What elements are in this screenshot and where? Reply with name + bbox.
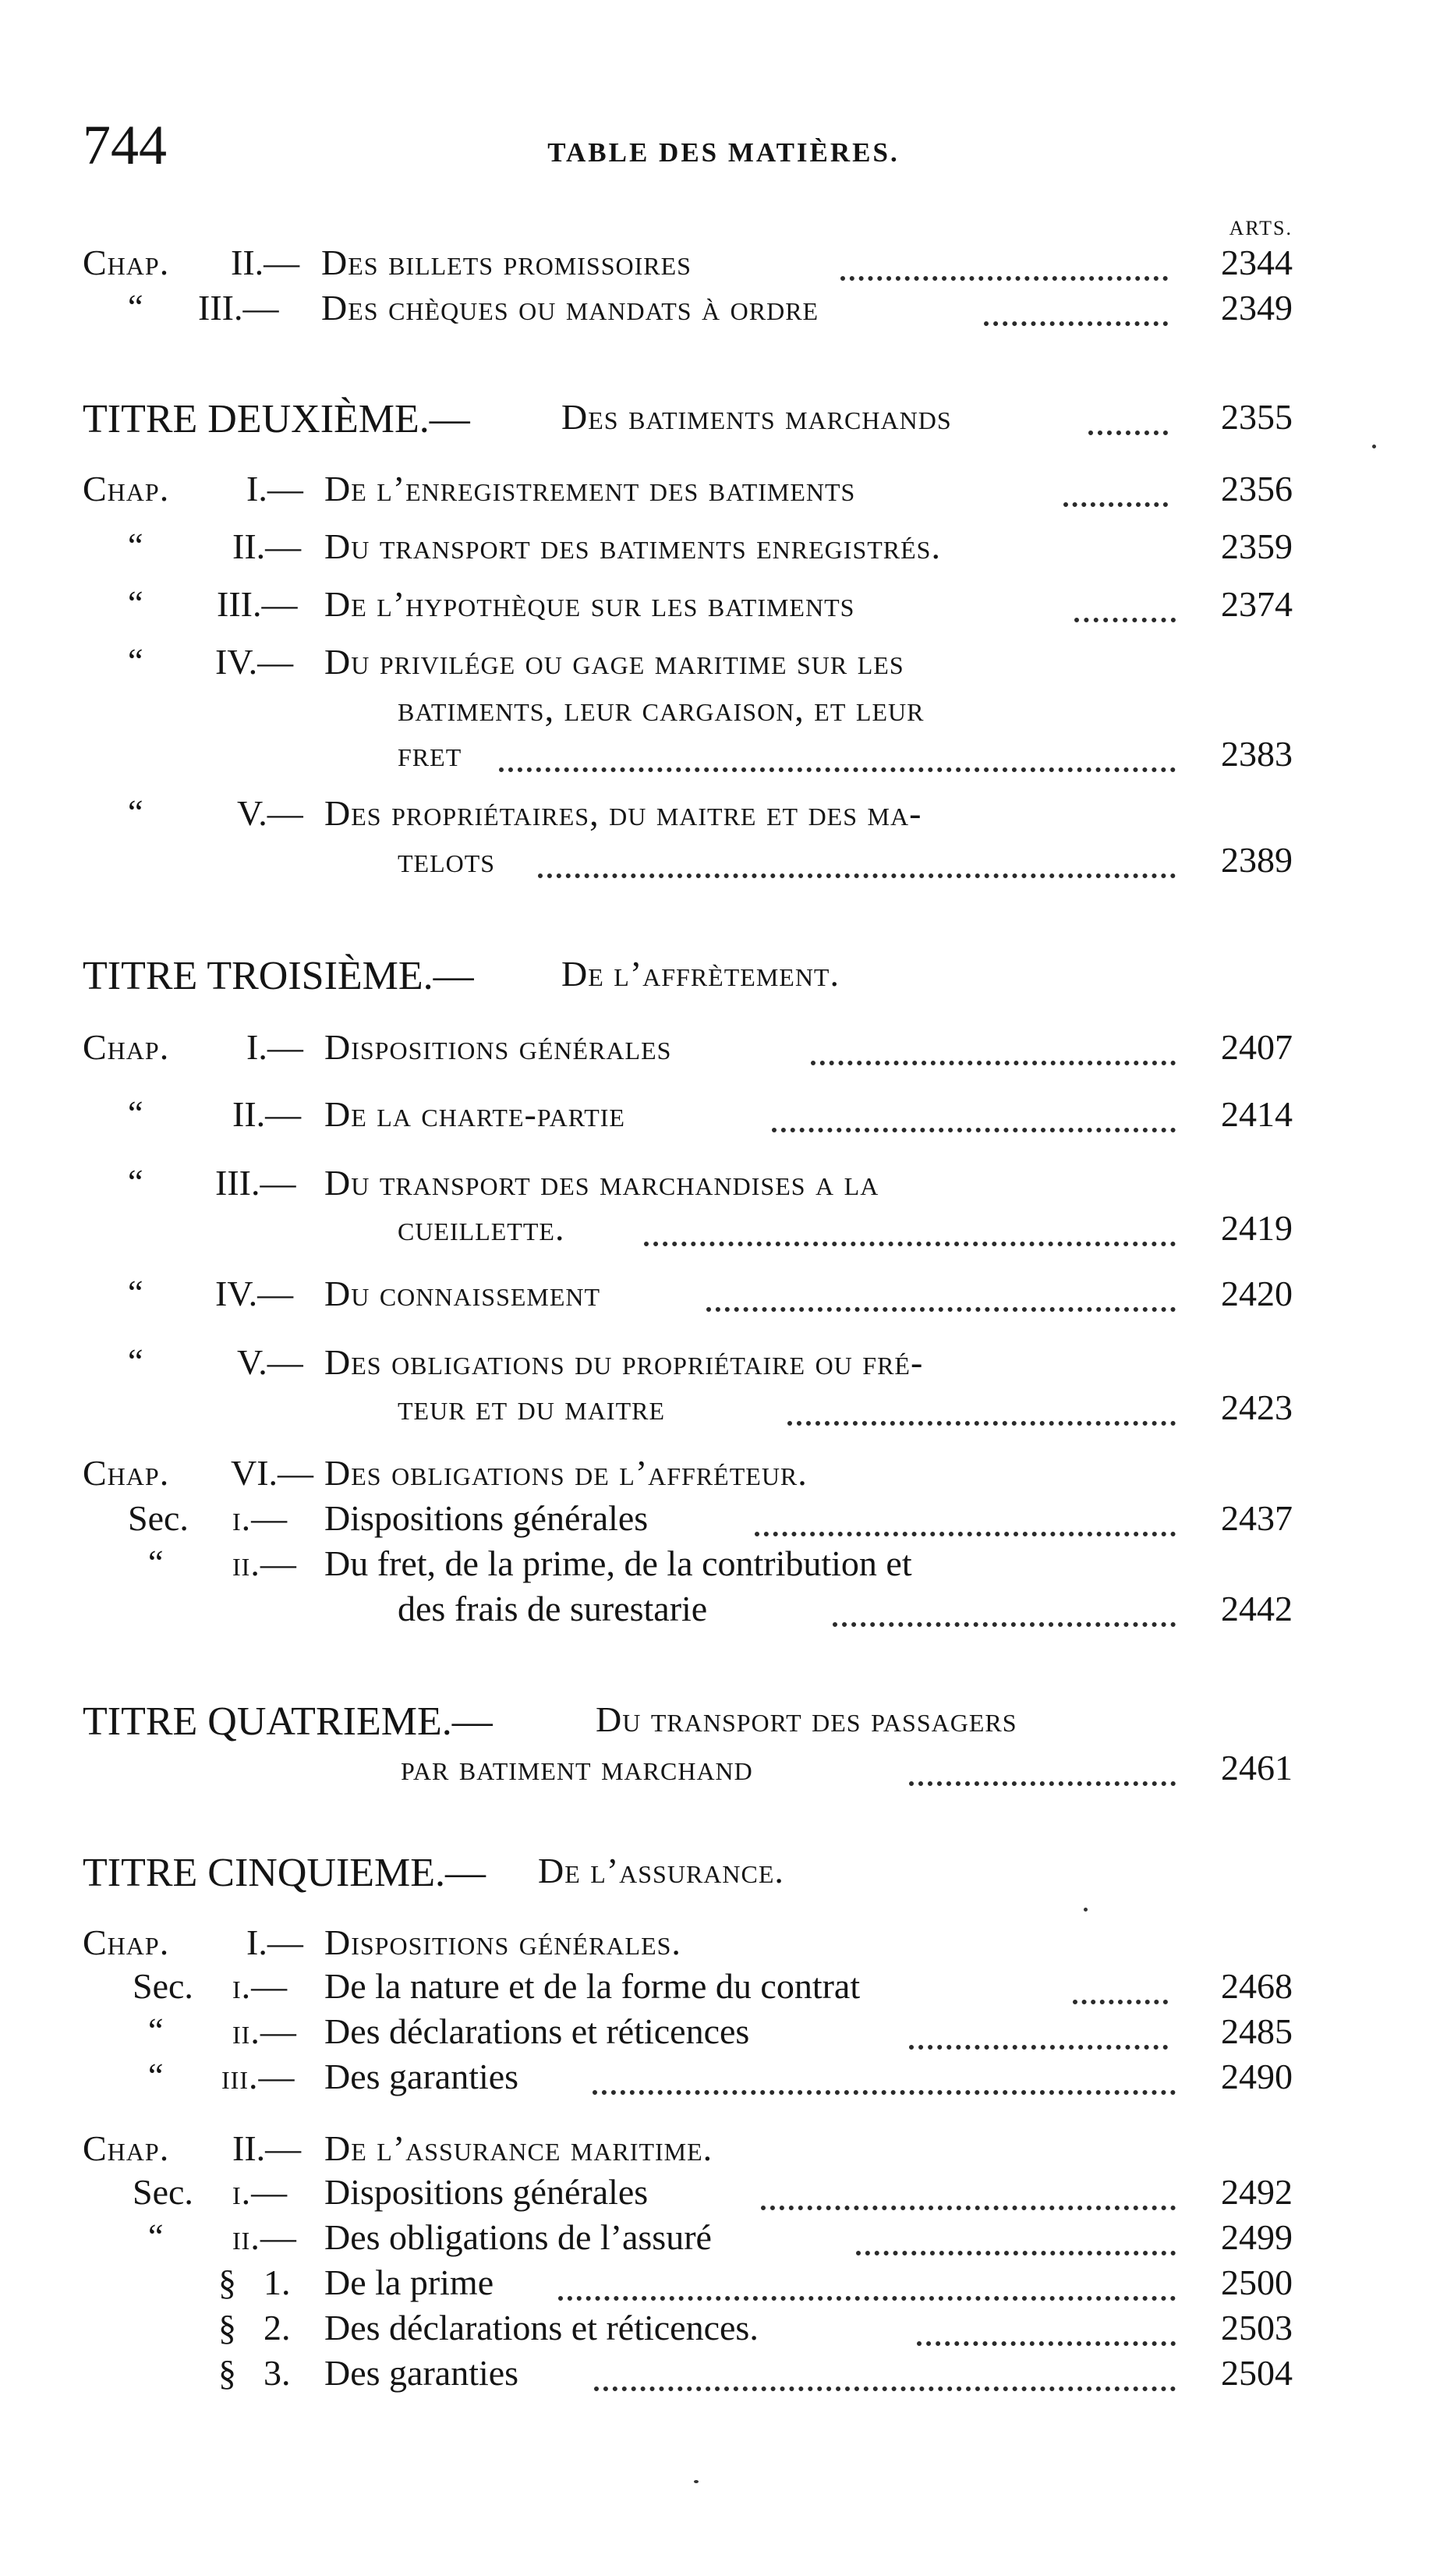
dot-leader — [761, 2206, 1176, 2210]
toc-entry-continuation — [0, 1747, 1447, 1797]
toc-entry — [0, 1497, 1447, 1547]
entry-article: 2374 — [1221, 584, 1293, 624]
entry-label: “ — [128, 1342, 143, 1380]
entry-title: Des batiments marchands — [561, 397, 952, 437]
entry-title: Des obligations de l’affréteur. — [324, 1453, 808, 1493]
entry-number: IV.— — [215, 1274, 294, 1313]
entry-article: 2492 — [1221, 2172, 1293, 2212]
dot-leader — [833, 1622, 1176, 1627]
entry-number: II.— — [231, 243, 300, 282]
entry-number: III.— — [198, 288, 279, 328]
dot-leader — [644, 1242, 1176, 1246]
toc-entry — [0, 641, 1447, 691]
entry-label: “ — [148, 1543, 164, 1582]
entry-title: fret — [398, 734, 462, 774]
titre-heading — [0, 1850, 1447, 1900]
entry-number: i.— — [232, 1498, 288, 1538]
articles-column-label: ARTS. — [1229, 217, 1293, 239]
dot-leader — [856, 2251, 1176, 2255]
entry-title: Des obligations du propriétaire ou fré- — [324, 1342, 924, 1382]
entry-title: Dispositions générales — [324, 2172, 649, 2212]
entry-label: § — [218, 2262, 236, 2302]
entry-article: 2344 — [1221, 243, 1293, 282]
dot-leader — [811, 1061, 1176, 1065]
toc-entry-continuation — [0, 688, 1447, 738]
entry-article: 2407 — [1221, 1027, 1293, 1067]
toc-entry — [0, 2056, 1447, 2106]
titre-heading — [0, 953, 1447, 1003]
entry-number: I.— — [246, 469, 303, 508]
entry-article: 2503 — [1221, 2308, 1293, 2347]
entry-title: De la prime — [324, 2262, 494, 2302]
toc-entry — [0, 1543, 1447, 1593]
entry-title: teur et du maitre — [398, 1387, 666, 1427]
entry-title: De l’assurance. — [538, 1851, 784, 1890]
entry-number: VI.— — [231, 1453, 314, 1493]
entry-article: 2420 — [1221, 1274, 1293, 1313]
entry-title: cueillette. — [398, 1208, 565, 1248]
toc-entry — [0, 583, 1447, 633]
entry-label: “ — [148, 2011, 164, 2050]
entry-title: par batiment marchand — [401, 1748, 753, 1788]
entry-article: 2461 — [1221, 1748, 1293, 1788]
entry-number: V.— — [237, 793, 303, 833]
entry-article: 2490 — [1221, 2057, 1293, 2096]
entry-number: ii.— — [232, 2011, 297, 2051]
entry-title: De la nature et de la forme du contrat — [324, 1966, 861, 2006]
scan-speck — [1084, 1908, 1088, 1912]
toc-entry — [0, 526, 1447, 576]
entry-title: De l’hypothèque sur les batiments — [324, 584, 855, 624]
entry-title: Des chèques ou mandats à ordre — [321, 288, 819, 328]
toc-entry — [0, 1273, 1447, 1323]
entry-number: V.— — [237, 1342, 303, 1382]
toc-entry — [0, 1093, 1447, 1143]
entry-label: § — [218, 2353, 236, 2393]
titre-heading — [0, 1699, 1447, 1749]
entry-label: Sec. — [133, 1966, 193, 2006]
entry-label: “ — [148, 2217, 164, 2255]
entry-number: 2. — [264, 2308, 291, 2347]
dot-leader — [706, 1307, 1176, 1312]
dot-leader — [1088, 431, 1168, 435]
scan-speck — [1372, 445, 1376, 448]
entry-article: 2389 — [1221, 840, 1293, 880]
toc-entry — [0, 287, 1447, 337]
entry-article: 2437 — [1221, 1498, 1293, 1538]
entry-title: Des garanties — [324, 2057, 519, 2096]
toc-entry — [0, 792, 1447, 842]
titre-heading — [0, 396, 1447, 446]
toc-entry — [0, 2262, 1447, 2312]
entry-title: des frais de surestarie — [398, 1589, 708, 1628]
scan-speck — [694, 2480, 699, 2483]
entry-number: ii.— — [232, 1543, 297, 1583]
entry-label: Chap. — [83, 1922, 170, 1962]
dot-leader — [593, 2090, 1176, 2095]
entry-number: ii.— — [232, 2217, 297, 2257]
toc-entry — [0, 1922, 1447, 1972]
toc-entry — [0, 1452, 1447, 1502]
entry-title: De l’assurance maritime. — [324, 2128, 713, 2168]
entry-title: Du transport des marchandises a la — [324, 1163, 879, 1203]
toc-entry — [0, 1162, 1447, 1212]
dot-leader — [1073, 2000, 1168, 2004]
dot-leader — [787, 1421, 1176, 1426]
dot-leader — [984, 321, 1168, 326]
entry-number: II.— — [232, 526, 302, 566]
entry-article: 2499 — [1221, 2217, 1293, 2257]
entry-article: 2423 — [1221, 1387, 1293, 1427]
entry-title: Du fret, de la prime, de la contribution et — [324, 1543, 912, 1583]
toc-entry-continuation — [0, 1207, 1447, 1257]
toc-entry — [0, 1026, 1447, 1076]
entry-title: batiments, leur cargaison, et leur — [398, 689, 925, 728]
entry-title: Dispositions générales — [324, 1498, 649, 1538]
entry-label: Chap. — [83, 243, 170, 282]
dot-leader — [1063, 502, 1168, 507]
dot-leader — [755, 1532, 1176, 1536]
entry-title: De la charte-partie — [324, 1094, 625, 1134]
toc-entry — [0, 2216, 1447, 2266]
entry-label: Sec. — [133, 2172, 193, 2212]
entry-article: 2414 — [1221, 1094, 1293, 1134]
toc-entry — [0, 242, 1447, 292]
entry-number: II.— — [232, 1094, 302, 1134]
toc-entry — [0, 2011, 1447, 2060]
toc-entry — [0, 468, 1447, 518]
toc-entry-continuation — [0, 733, 1447, 783]
entry-label: “ — [128, 1094, 143, 1132]
entry-title: De l’enregistrement des batiments — [324, 469, 856, 508]
toc-entry — [0, 1341, 1447, 1391]
entry-title: Du transport des batiments enregistrés. — [324, 526, 941, 566]
toc-entry — [0, 2128, 1447, 2177]
titre-label: TITRE TROISIÈME.— — [83, 954, 474, 998]
entry-article: 2356 — [1221, 469, 1293, 508]
entry-title: Des billets promissoires — [321, 243, 692, 282]
entry-article: 2355 — [1221, 397, 1293, 437]
entry-label: “ — [148, 2057, 164, 2095]
entry-label: “ — [128, 793, 143, 831]
entry-article: 2383 — [1221, 734, 1293, 774]
entry-title: Du privilége ou gage maritime sur les — [324, 642, 904, 682]
entry-article: 2468 — [1221, 1966, 1293, 2006]
titre-label: TITRE DEUXIÈME.— — [83, 397, 470, 441]
entry-label: Chap. — [83, 1027, 170, 1067]
entry-number: iii.— — [221, 2057, 295, 2096]
toc-entry — [0, 1965, 1447, 2015]
entry-title: Des propriétaires, du maitre et des ma- — [324, 793, 922, 833]
toc-entry — [0, 2352, 1447, 2402]
titre-label: TITRE QUATRIEME.— — [83, 1699, 493, 1744]
entry-label: Chap. — [83, 2128, 170, 2168]
entry-title: Des obligations de l’assuré — [324, 2217, 712, 2257]
entry-label: “ — [128, 1163, 143, 1201]
page-number: 744 — [83, 114, 167, 176]
entry-article: 2419 — [1221, 1208, 1293, 1248]
dot-leader — [499, 767, 1176, 772]
entry-article: 2485 — [1221, 2011, 1293, 2051]
entry-title: telots — [398, 840, 496, 880]
toc-entry — [0, 2171, 1447, 2221]
titre-label: TITRE CINQUIEME.— — [83, 1851, 486, 1895]
dot-leader — [558, 2296, 1176, 2301]
dot-leader — [840, 276, 1168, 281]
dot-leader — [772, 1128, 1176, 1132]
entry-label: “ — [128, 288, 143, 326]
entry-number: i.— — [232, 2172, 288, 2212]
toc-entry-continuation — [0, 839, 1447, 889]
entry-title: Des garanties — [324, 2353, 519, 2393]
running-title: TABLE DES MATIÈRES. — [547, 137, 900, 168]
entry-title: Des déclarations et réticences — [324, 2011, 750, 2051]
dot-leader — [1074, 618, 1176, 622]
dot-leader — [909, 1781, 1176, 1786]
entry-label: § — [218, 2308, 236, 2347]
dot-leader — [909, 2045, 1168, 2050]
entry-article: 2500 — [1221, 2262, 1293, 2302]
dot-leader — [594, 2386, 1176, 2391]
entry-number: 3. — [264, 2353, 291, 2393]
entry-title: De l’affrètement. — [561, 954, 840, 994]
entry-article: 2359 — [1221, 526, 1293, 566]
entry-article: 2349 — [1221, 288, 1293, 328]
entry-title: Dispositions générales — [324, 1027, 672, 1067]
toc-entry-continuation — [0, 1588, 1447, 1638]
entry-number: III.— — [217, 584, 298, 624]
dot-leader — [538, 873, 1176, 878]
entry-title: Des déclarations et réticences. — [324, 2308, 759, 2347]
entry-label: Chap. — [83, 469, 170, 508]
entry-number: II.— — [232, 2128, 302, 2168]
entry-label: “ — [128, 642, 143, 680]
entry-label: “ — [128, 1274, 143, 1312]
toc-entry-continuation — [0, 1387, 1447, 1437]
entry-label: “ — [128, 584, 143, 622]
entry-article: 2442 — [1221, 1589, 1293, 1628]
entry-title: Du transport des passagers — [596, 1699, 1017, 1739]
entry-number: I.— — [246, 1922, 303, 1962]
entry-label: Chap. — [83, 1453, 170, 1493]
entry-number: IV.— — [215, 642, 294, 682]
entry-title: Du connaissement — [324, 1274, 601, 1313]
entry-number: I.— — [246, 1027, 303, 1067]
entry-number: III.— — [215, 1163, 296, 1203]
entry-label: Sec. — [128, 1498, 189, 1538]
entry-title: Dispositions générales. — [324, 1922, 681, 1962]
entry-article: 2504 — [1221, 2353, 1293, 2393]
toc-entry — [0, 2307, 1447, 2357]
entry-number: 1. — [264, 2262, 291, 2302]
entry-number: i.— — [232, 1966, 288, 2006]
dot-leader — [917, 2341, 1176, 2346]
entry-label: “ — [128, 526, 143, 565]
